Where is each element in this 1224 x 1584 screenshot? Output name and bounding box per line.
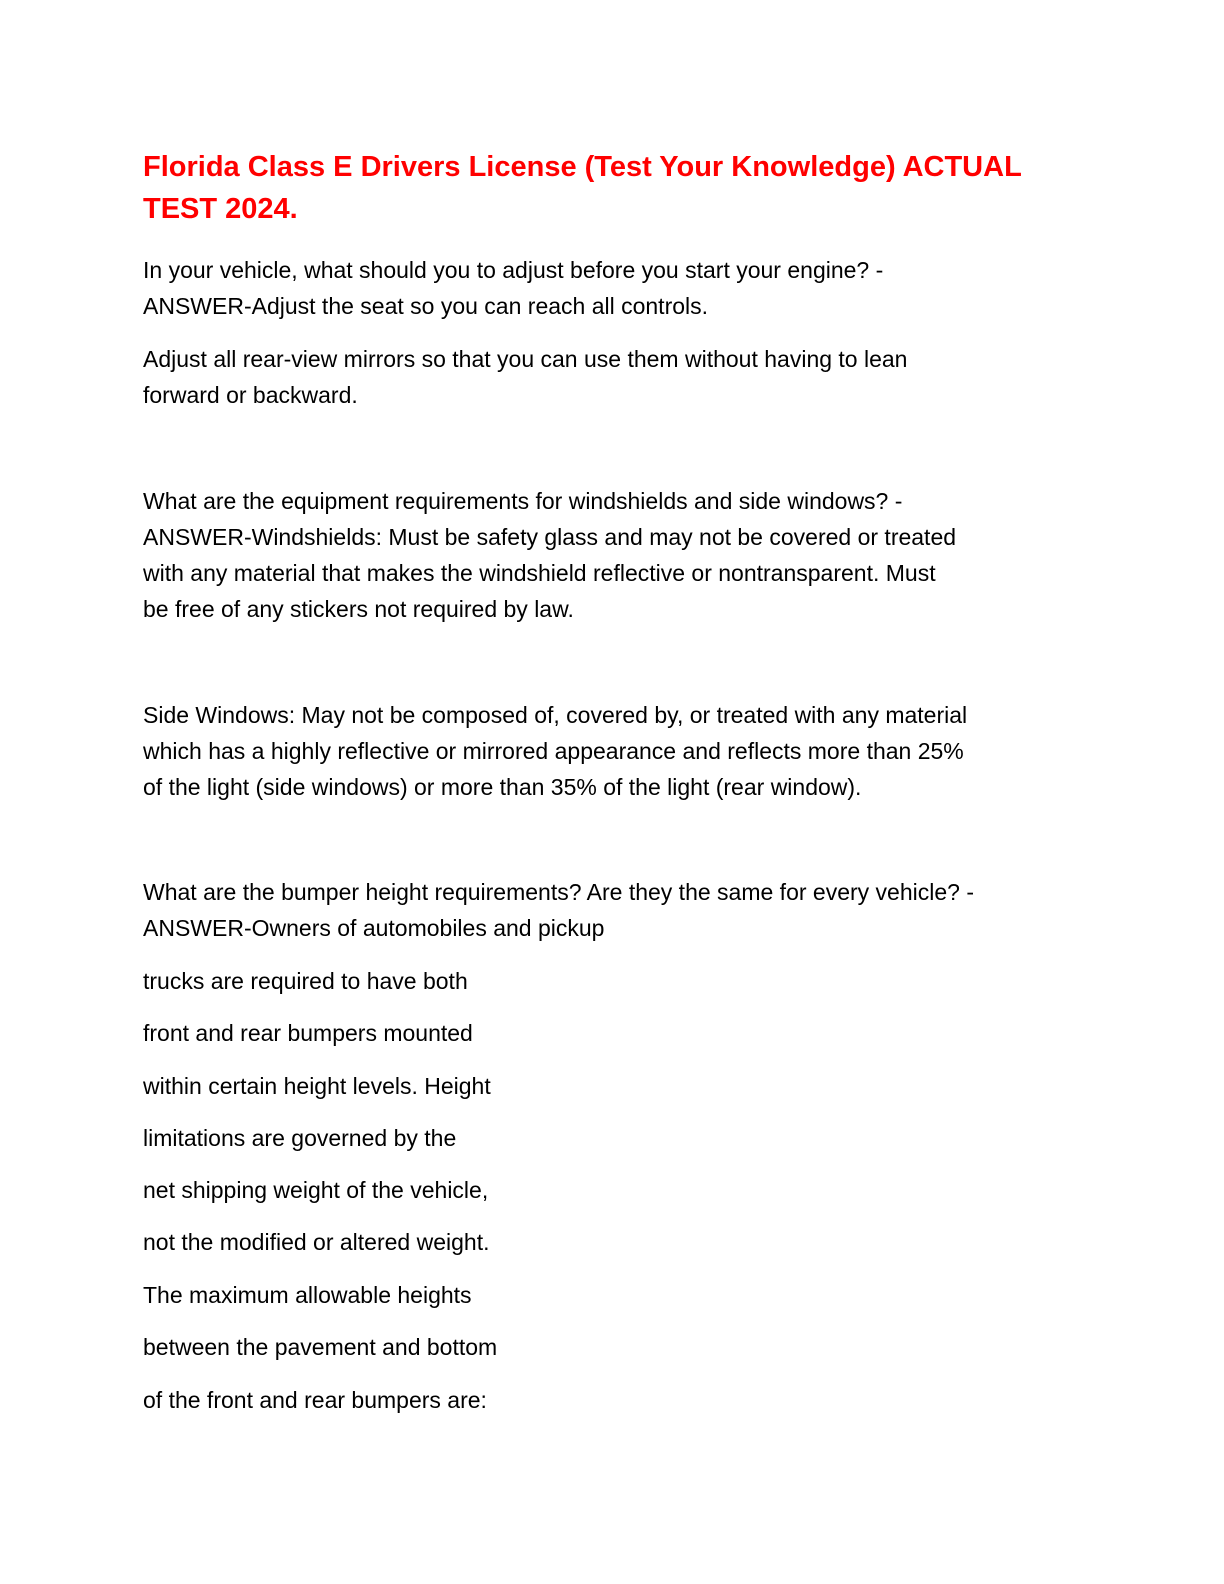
q2-answer-line-3: be free of any stickers not required by law. — [143, 596, 574, 622]
list-line: of the front and rear bumpers are: — [143, 1387, 487, 1413]
q2-question-line: What are the equipment requirements for windshields and side windows? - — [143, 488, 903, 514]
list-line: front and rear bumpers mounted — [143, 1020, 473, 1046]
p2-line-1: Adjust all rear-view mirrors so that you can use them without having to lean — [143, 346, 908, 372]
list-line: not the modified or altered weight. — [143, 1229, 490, 1255]
list-line: limitations are governed by the — [143, 1125, 457, 1151]
p2-line-2: forward or backward. — [143, 382, 358, 408]
q1-question-line: In your vehicle, what should you to adjust before you start your engine? - — [143, 257, 884, 283]
list-line: between the pavement and bottom — [143, 1334, 498, 1360]
list-line: trucks are required to have both — [143, 968, 468, 994]
document-title: Florida Class E Drivers License (Test Your Knowledge) ACTUAL TEST 2024. — [143, 151, 1022, 225]
p3-line-1: Side Windows: May not be composed of, covered by, or treated with any material — [143, 702, 968, 728]
list-line: within certain height levels. Height — [143, 1073, 491, 1099]
q2-answer-line-2: with any material that makes the windshield reflective or nontransparent. Must — [143, 560, 936, 586]
q2-answer-line-1: ANSWER-Windshields: Must be safety glass and may not be covered or treated — [143, 524, 957, 550]
p3-line-2: which has a highly reflective or mirrored appearance and reflects more than 25% — [143, 738, 964, 764]
list-line: The maximum allowable heights — [143, 1282, 472, 1308]
p3-line-3: of the light (side windows) or more than 35% of the light (rear window). — [143, 774, 862, 800]
q1-answer-line: ANSWER-Adjust the seat so you can reach all controls. — [143, 293, 709, 319]
q3-answer-line: ANSWER-Owners of automobiles and pickup — [143, 915, 605, 941]
list-line: net shipping weight of the vehicle, — [143, 1177, 489, 1203]
q3-question-line: What are the bumper height requirements? Are they the same for every vehicle? - — [143, 879, 974, 905]
